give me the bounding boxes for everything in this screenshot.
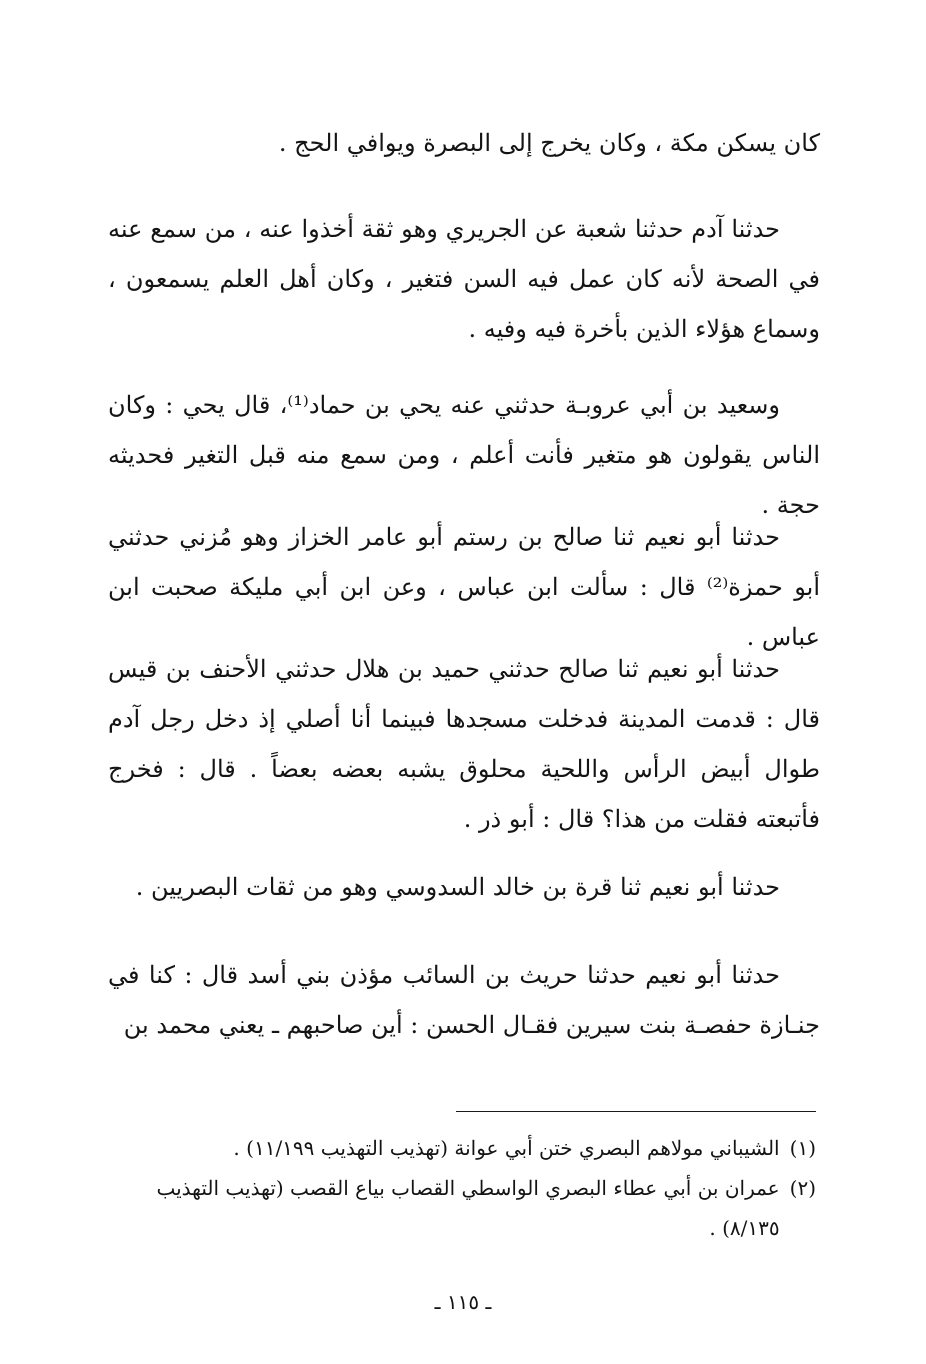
footnote-text: عمران بن أبي عطاء البصري الواسطي القصاب بياع القصب (تهذيب التهذيب ٨/١٣٥) . [156,1176,780,1240]
paragraph-5: حدثنا أبو نعيم ثنا صالح حدثني حميد بن هلال حدثني الأحنف بن قيس قال : قدمت المدينة فدخلت مسجدها فبينما أنا أصلي إذ دخل رجل آدم طوال أبيض الرأس واللحية محلوق يشبه بعضه بعضاً . قال : فخرج فأتبعته فقلت من هذا؟ قال : أبو ذر . [108,655,820,833]
paragraph-1: كان يسكن مكة ، وكان يخرج إلى البصرة ويوافي الحج . [278,129,820,157]
paragraph-3: وسعيد بن أبي عروبـة حدثني عنه يحي بن حماد⁽¹⁾، قال يحي : وكان الناس يقولون هو متغير فأنت أعلم ، ومن سمع منه قبل التغير فحديثه حجة . [108,391,820,519]
paragraph-6: حدثنا أبو نعيم ثنا قرة بن خالد السدوسي وهو من ثقات البصريين . [135,873,780,901]
paragraph-7: حدثنا أبو نعيم حدثنا حريث بن السائب مؤذن بني أسد قال : كنا في جنـازة حفصـة بنت سيرين فقـال الحسن : أين صاحبهم ـ يعني محمد بن [108,961,820,1039]
footnote-text: الشيباني مولاهم البصري ختن أبي عوانة (تهذيب التهذيب ١١/١٩٩) . [233,1136,780,1160]
footnotes-section [108,1128,816,1248]
footnote-number: (١) [789,1136,816,1160]
footnote-divider [456,1111,816,1112]
page-number: ـ ١١٥ ـ [434,1290,492,1314]
paragraph-4: حدثنا أبو نعيم ثنا صالح بن رستم أبو عامر الخزاز وهو مُزني حدثني أبو حمزة⁽²⁾ قال : سألت ابن عباس ، وعن ابن أبي مليكة صحبت ابن عباس . [108,523,821,651]
footnote-number: (٢) [789,1176,816,1200]
footnote-2 [108,1168,816,1248]
footnote-1 [108,1128,816,1168]
paragraph-2: حدثنا آدم حدثنا شعبة عن الجريري وهو ثقة أخذوا عنه ، من سمع عنه في الصحة لأنه كان عمل فيه السن فتغير ، وكان أهل العلم يسمعون ، وسماع هؤلاء الذين بأخرة فيه وفيه . [108,215,820,343]
